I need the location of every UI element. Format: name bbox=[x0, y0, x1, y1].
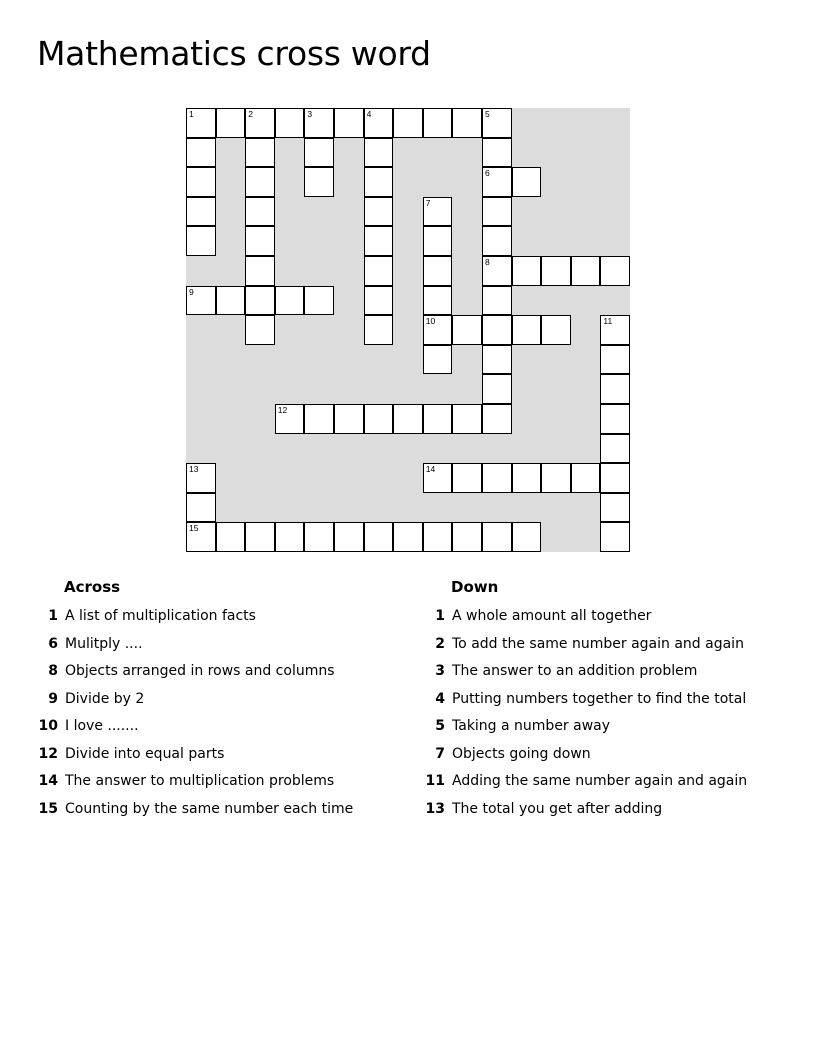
grid-cell[interactable] bbox=[482, 315, 512, 345]
grid-cell[interactable] bbox=[482, 374, 512, 404]
down-clue bbox=[423, 603, 747, 631]
grid-cell[interactable] bbox=[423, 226, 453, 256]
grid-cell[interactable] bbox=[304, 286, 334, 316]
across-clue bbox=[36, 768, 353, 796]
grid-cell[interactable] bbox=[275, 286, 305, 316]
grid-cell[interactable] bbox=[186, 286, 216, 316]
grid-cell[interactable] bbox=[393, 404, 423, 434]
grid-cell[interactable] bbox=[304, 522, 334, 552]
grid-cell[interactable] bbox=[364, 167, 394, 197]
grid-cell[interactable] bbox=[452, 463, 482, 493]
clue-number: 2 bbox=[435, 635, 445, 652]
grid-cell[interactable] bbox=[186, 197, 216, 227]
grid-cell[interactable] bbox=[600, 493, 630, 523]
clue-number: 7 bbox=[435, 745, 445, 762]
down-clue bbox=[423, 768, 747, 796]
grid-cell[interactable] bbox=[364, 522, 394, 552]
down-heading: Down bbox=[451, 578, 499, 596]
across-clue bbox=[36, 796, 353, 824]
grid-cell[interactable] bbox=[364, 226, 394, 256]
down-clue bbox=[423, 658, 747, 686]
clue-text: Taking a number away bbox=[452, 718, 611, 734]
grid-cell[interactable] bbox=[512, 167, 542, 197]
grid-cell[interactable] bbox=[482, 463, 512, 493]
across-clue-list bbox=[36, 603, 353, 823]
grid-cell[interactable] bbox=[423, 256, 453, 286]
across-clue bbox=[36, 713, 353, 741]
grid-cell[interactable] bbox=[541, 315, 571, 345]
cell-clue-number: 3 bbox=[307, 109, 313, 119]
grid-cell[interactable] bbox=[334, 108, 364, 138]
grid-cell[interactable] bbox=[334, 404, 364, 434]
down-clue bbox=[423, 741, 747, 769]
clue-text: The answer to multiplication problems bbox=[65, 773, 335, 789]
grid-cell[interactable] bbox=[600, 463, 630, 493]
clue-text: Objects arranged in rows and columns bbox=[65, 663, 335, 679]
grid-cell[interactable] bbox=[245, 138, 275, 168]
grid-cell[interactable] bbox=[186, 463, 216, 493]
cell-clue-number: 14 bbox=[425, 464, 436, 475]
grid-cell[interactable] bbox=[216, 108, 246, 138]
grid-cell[interactable] bbox=[423, 108, 453, 138]
grid-cell[interactable] bbox=[245, 286, 275, 316]
grid-cell[interactable] bbox=[600, 345, 630, 375]
across-clue bbox=[36, 686, 353, 714]
grid-cell[interactable] bbox=[304, 108, 334, 138]
down-clue-list bbox=[423, 603, 747, 823]
grid-cell[interactable] bbox=[600, 315, 630, 345]
grid-cell[interactable] bbox=[245, 315, 275, 345]
clue-number: 8 bbox=[48, 663, 58, 679]
grid-cell[interactable] bbox=[393, 108, 423, 138]
grid-cell[interactable] bbox=[512, 256, 542, 286]
grid-cell[interactable] bbox=[482, 108, 512, 138]
crossword-grid bbox=[186, 108, 630, 552]
grid-cell[interactable] bbox=[364, 108, 394, 138]
grid-cell[interactable] bbox=[600, 522, 630, 552]
clue-text: Adding the same number again and again bbox=[452, 773, 748, 789]
grid-cell[interactable] bbox=[423, 286, 453, 316]
across-clue bbox=[36, 741, 353, 769]
cell-clue-number: 13 bbox=[189, 464, 199, 475]
down-clues bbox=[423, 575, 747, 823]
grid-cell[interactable] bbox=[600, 404, 630, 434]
clue-number: 1 bbox=[435, 608, 445, 624]
grid-cell[interactable] bbox=[245, 108, 275, 138]
grid-cell[interactable] bbox=[364, 315, 394, 345]
across-clues bbox=[36, 575, 353, 823]
grid-cell[interactable] bbox=[304, 167, 334, 197]
grid-cell[interactable] bbox=[482, 256, 512, 286]
grid-cell[interactable] bbox=[423, 345, 453, 375]
clue-number: 3 bbox=[435, 663, 445, 679]
clue-text: A list of multiplication facts bbox=[65, 608, 256, 624]
grid-cell[interactable] bbox=[482, 226, 512, 256]
grid-cell[interactable] bbox=[364, 197, 394, 227]
grid-cell[interactable] bbox=[600, 434, 630, 464]
across-heading: Across bbox=[64, 578, 121, 596]
grid-cell[interactable] bbox=[216, 522, 246, 552]
clue-text: The total you get after adding bbox=[452, 800, 663, 817]
grid-cell[interactable] bbox=[571, 256, 601, 286]
grid-cell[interactable] bbox=[541, 463, 571, 493]
grid-cell[interactable] bbox=[393, 522, 423, 552]
grid-cell[interactable] bbox=[304, 138, 334, 168]
grid-cell[interactable] bbox=[512, 315, 542, 345]
grid-cell[interactable] bbox=[482, 286, 512, 316]
grid-cell[interactable] bbox=[364, 256, 394, 286]
clue-number: 4 bbox=[435, 690, 445, 707]
grid-cell[interactable] bbox=[571, 463, 601, 493]
grid-cell[interactable] bbox=[186, 493, 216, 523]
grid-cell[interactable] bbox=[482, 522, 512, 552]
grid-cell[interactable] bbox=[512, 463, 542, 493]
grid-cell[interactable] bbox=[452, 315, 482, 345]
grid-cell[interactable] bbox=[186, 167, 216, 197]
clue-number: 15 bbox=[38, 800, 58, 817]
grid-cell[interactable] bbox=[452, 522, 482, 552]
cell-clue-number: 11 bbox=[603, 316, 613, 327]
grid-cell[interactable] bbox=[600, 256, 630, 286]
clue-text: Divide into equal parts bbox=[65, 745, 225, 762]
cell-clue-number: 15 bbox=[189, 523, 199, 534]
clue-number: 9 bbox=[48, 690, 58, 707]
clue-number: 12 bbox=[38, 745, 58, 762]
grid-cell[interactable] bbox=[245, 522, 275, 552]
grid-cell[interactable] bbox=[482, 167, 512, 197]
clue-number: 11 bbox=[425, 773, 445, 789]
grid-cell[interactable] bbox=[186, 522, 216, 552]
grid-cell[interactable] bbox=[423, 404, 453, 434]
grid-cell[interactable] bbox=[245, 167, 275, 197]
grid-cell[interactable] bbox=[482, 404, 512, 434]
grid-cell[interactable] bbox=[186, 226, 216, 256]
grid-cell[interactable] bbox=[423, 315, 453, 345]
grid-cell[interactable] bbox=[245, 197, 275, 227]
cell-clue-number: 7 bbox=[425, 197, 431, 208]
clue-text: Objects going down bbox=[452, 745, 591, 762]
grid-cell[interactable] bbox=[275, 404, 305, 434]
down-clue bbox=[423, 631, 747, 659]
clue-text: Mulitply .... bbox=[65, 635, 143, 652]
clue-text: The answer to an addition problem bbox=[452, 663, 698, 679]
clue-number: 6 bbox=[48, 635, 58, 652]
cell-clue-number: 6 bbox=[485, 168, 490, 179]
cell-clue-number: 4 bbox=[366, 109, 372, 119]
grid-cell[interactable] bbox=[482, 345, 512, 375]
down-clue bbox=[423, 713, 747, 741]
down-clue bbox=[423, 796, 747, 824]
across-clue bbox=[36, 631, 353, 659]
clue-number: 5 bbox=[435, 718, 445, 734]
cell-clue-number: 12 bbox=[277, 405, 288, 415]
grid-cell[interactable] bbox=[512, 522, 542, 552]
grid-cell[interactable] bbox=[364, 286, 394, 316]
grid-cell[interactable] bbox=[186, 138, 216, 168]
cell-clue-number: 8 bbox=[485, 257, 490, 267]
clue-text: Divide by 2 bbox=[65, 690, 145, 707]
grid-cell[interactable] bbox=[452, 108, 482, 138]
grid-cell[interactable] bbox=[245, 226, 275, 256]
page-title: Mathematics cross word bbox=[37, 34, 431, 73]
grid-cell[interactable] bbox=[334, 522, 364, 552]
clue-number: 13 bbox=[425, 800, 445, 817]
clue-text: To add the same number again and again bbox=[452, 635, 744, 652]
grid-cell[interactable] bbox=[423, 463, 453, 493]
clue-text: I love ....... bbox=[65, 718, 139, 734]
down-clue bbox=[423, 686, 747, 714]
clue-text: Putting numbers together to find the total bbox=[452, 690, 747, 707]
cell-clue-number: 2 bbox=[248, 109, 253, 119]
cell-clue-number: 5 bbox=[485, 109, 490, 119]
clue-number: 10 bbox=[38, 718, 58, 734]
grid-cell[interactable] bbox=[304, 404, 334, 434]
clue-number: 14 bbox=[38, 773, 58, 789]
grid-cell[interactable] bbox=[364, 404, 394, 434]
grid-cell[interactable] bbox=[482, 197, 512, 227]
grid-cell[interactable] bbox=[275, 108, 305, 138]
clue-text: A whole amount all together bbox=[452, 608, 652, 624]
across-clue bbox=[36, 658, 353, 686]
grid-cell[interactable] bbox=[423, 197, 453, 227]
grid-cell[interactable] bbox=[216, 286, 246, 316]
grid-cell[interactable] bbox=[364, 138, 394, 168]
clue-text: Counting by the same number each time bbox=[65, 800, 354, 817]
grid-cell[interactable] bbox=[452, 404, 482, 434]
cell-clue-number: 1 bbox=[189, 109, 194, 119]
grid-cell[interactable] bbox=[423, 522, 453, 552]
grid-cell[interactable] bbox=[541, 256, 571, 286]
grid-cell[interactable] bbox=[275, 522, 305, 552]
grid-cell[interactable] bbox=[245, 256, 275, 286]
across-clue bbox=[36, 603, 353, 631]
cell-clue-number: 10 bbox=[425, 316, 436, 327]
grid-cell[interactable] bbox=[186, 108, 216, 138]
cell-clue-number: 9 bbox=[189, 286, 194, 297]
grid-cell[interactable] bbox=[600, 374, 630, 404]
grid-cell[interactable] bbox=[482, 138, 512, 168]
clue-number: 1 bbox=[48, 608, 58, 624]
